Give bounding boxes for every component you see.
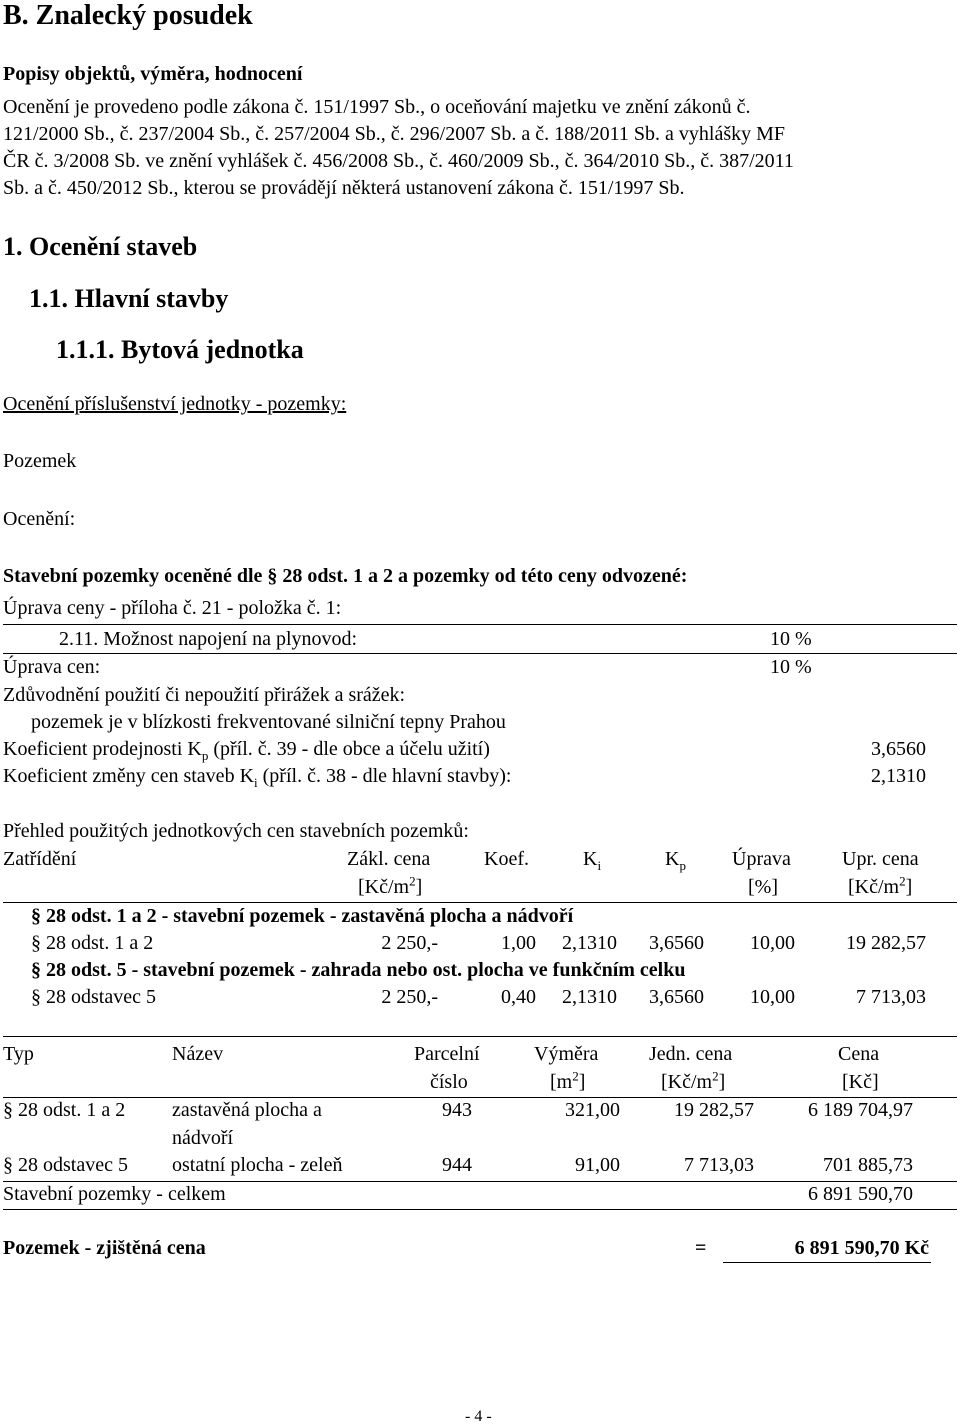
intro-line: Ocenění je provedeno podle zákona č. 151/1997 Sb., o oceňování majetku ve znění zákonů č. bbox=[3, 96, 751, 118]
col-nazev: Název bbox=[172, 1043, 224, 1065]
col-parcelni: Parcelní bbox=[414, 1043, 480, 1065]
col-zakl-cena: Zákl. cena bbox=[347, 848, 431, 870]
table-cell: ostatní plocha - zeleň bbox=[172, 1154, 343, 1176]
divider bbox=[3, 1209, 957, 1210]
table-cell: § 28 odst. 1 a 2 bbox=[3, 1099, 126, 1121]
section-heading-1-1: 1.1. Hlavní stavby bbox=[29, 284, 229, 313]
page-number: - 4 - bbox=[465, 1408, 492, 1425]
col-ki: $K_i$ bbox=[583, 848, 602, 873]
divider bbox=[3, 653, 957, 654]
col-uprava-unit: [%] bbox=[748, 876, 778, 898]
table-cell: § 28 odstavec 5 bbox=[3, 1154, 128, 1176]
section-heading-1: 1. Ocenění staveb bbox=[3, 232, 198, 261]
kp-label: Koeficient prodejnosti $K_p$ (příl. č. 39 - dle obce a účelu užití) bbox=[3, 738, 490, 763]
uprava-ceny-line: Úprava ceny - příloha č. 21 - položka č. 1: bbox=[3, 597, 342, 619]
table-cell: 2,1310 bbox=[562, 932, 617, 954]
result-underline bbox=[723, 1262, 931, 1263]
table-cell: 2 250,- bbox=[381, 986, 438, 1008]
col-parcelni-b: číslo bbox=[430, 1071, 468, 1093]
uprava-cen-label: Úprava cen: bbox=[3, 656, 101, 678]
col-uprava: Úprava bbox=[732, 848, 791, 870]
table-cell: 3,6560 bbox=[649, 986, 704, 1008]
col-vymera: Výměra bbox=[534, 1043, 599, 1065]
zduvodneni-label: Zdůvodnění použití či nepoužití přirážek a srážek: bbox=[3, 684, 406, 706]
col-zakl-unit: $[Kč/m^2]$ bbox=[358, 873, 423, 898]
accessory-heading: Ocenění příslušenství jednotky - pozemky: bbox=[3, 393, 347, 415]
group-heading: § 28 odst. 5 - stavební pozemek - zahrada nebo ost. plocha ve funkčním celku bbox=[31, 959, 686, 981]
uprava-item-value: 10 % bbox=[770, 628, 812, 650]
table-cell: 10,00 bbox=[750, 932, 795, 954]
table-cell: 6 189 704,97 bbox=[808, 1099, 913, 1121]
total-label: Stavební pozemky - celkem bbox=[3, 1183, 226, 1205]
col-typ: Typ bbox=[3, 1043, 34, 1065]
col-cena: Cena bbox=[838, 1043, 880, 1065]
section-heading-1-1-1: 1.1.1. Bytová jednotka bbox=[56, 335, 304, 364]
page-title: B. Znalecký posudek bbox=[3, 0, 253, 31]
oceneni-label: Ocenění: bbox=[3, 508, 76, 530]
table-cell: 321,00 bbox=[565, 1099, 620, 1121]
divider bbox=[3, 624, 957, 625]
divider bbox=[3, 1181, 957, 1182]
col-upr-cena-unit: $[Kč/m^2]$ bbox=[848, 873, 913, 898]
col-upr-cena: Upr. cena bbox=[842, 848, 919, 870]
ki-label: Koeficient změny cen staveb $K_i$ (příl. č. 38 - dle hlavní stavby): bbox=[3, 765, 512, 790]
table-cell: 19 282,57 bbox=[846, 932, 926, 954]
result-label: Pozemek - zjištěná cena bbox=[3, 1237, 206, 1259]
stavebni-heading: Stavební pozemky oceněné dle § 28 odst. 1 a 2 a pozemky od této ceny odvozené: bbox=[3, 565, 688, 587]
table-cell: § 28 odst. 1 a 2 bbox=[31, 932, 154, 954]
intro-line: Sb. a č. 450/2012 Sb., kterou se provádějí některá ustanovení zákona č. 151/1997 Sb. bbox=[3, 177, 685, 199]
table-cell: 0,40 bbox=[501, 986, 536, 1008]
table-cell: 10,00 bbox=[750, 986, 795, 1008]
uprava-cen-value: 10 % bbox=[770, 656, 812, 678]
divider bbox=[3, 1097, 957, 1098]
ki-value: 2,1310 bbox=[871, 765, 926, 787]
col-cena-unit: [Kč] bbox=[842, 1071, 879, 1093]
col-jedn-cena: Jedn. cena bbox=[649, 1043, 733, 1065]
table-cell: 3,6560 bbox=[649, 932, 704, 954]
col-zatrideni: Zatřídění bbox=[3, 848, 77, 870]
table-cell: § 28 odstavec 5 bbox=[31, 986, 156, 1008]
prehled-heading: Přehled použitých jednotkových cen stavebních pozemků: bbox=[3, 820, 469, 842]
col-kp: $K_p$ bbox=[665, 848, 686, 873]
table-cell: nádvoří bbox=[172, 1127, 234, 1149]
result-value: 6 891 590,70 Kč bbox=[794, 1237, 929, 1259]
table-cell: 2,1310 bbox=[562, 986, 617, 1008]
result-eq: = bbox=[695, 1237, 707, 1259]
table-cell: zastavěná plocha a bbox=[172, 1099, 322, 1121]
group-heading: § 28 odst. 1 a 2 - stavební pozemek - zastavěná plocha a nádvoří bbox=[31, 905, 574, 927]
kp-value: 3,6560 bbox=[871, 738, 926, 760]
table-cell: 91,00 bbox=[575, 1154, 620, 1176]
table-cell: 7 713,03 bbox=[856, 986, 926, 1008]
uprava-item-label: 2.11. Možnost napojení na plynovod: bbox=[59, 628, 358, 650]
col-vymera-unit: $[m^2]$ bbox=[550, 1068, 586, 1093]
table-cell: 943 bbox=[442, 1099, 472, 1121]
table-cell: 7 713,03 bbox=[684, 1154, 754, 1176]
divider bbox=[3, 902, 957, 903]
divider bbox=[3, 1036, 957, 1037]
pozemek-label: Pozemek bbox=[3, 450, 77, 472]
col-koef: Koef. bbox=[484, 848, 529, 870]
intro-heading: Popisy objektů, výměra, hodnocení bbox=[3, 63, 303, 85]
table-cell: 19 282,57 bbox=[674, 1099, 754, 1121]
col-jedn-unit: $[Kč/m^2]$ bbox=[661, 1068, 726, 1093]
total-value: 6 891 590,70 bbox=[808, 1183, 913, 1205]
zduvodneni-text: pozemek je v blízkosti frekventované silniční tepny Prahou bbox=[31, 711, 506, 733]
table-cell: 944 bbox=[442, 1154, 472, 1176]
table-cell: 1,00 bbox=[501, 932, 536, 954]
table-cell: 701 885,73 bbox=[823, 1154, 913, 1176]
intro-line: ČR č. 3/2008 Sb. ve znění vyhlášek č. 456/2008 Sb., č. 460/2009 Sb., č. 364/2010 Sb., č. 387/2011 bbox=[3, 150, 794, 172]
table-cell: 2 250,- bbox=[381, 932, 438, 954]
intro-line: 121/2000 Sb., č. 237/2004 Sb., č. 257/2004 Sb., č. 296/2007 Sb. a č. 188/2011 Sb. a vyhlášky MF bbox=[3, 123, 786, 145]
